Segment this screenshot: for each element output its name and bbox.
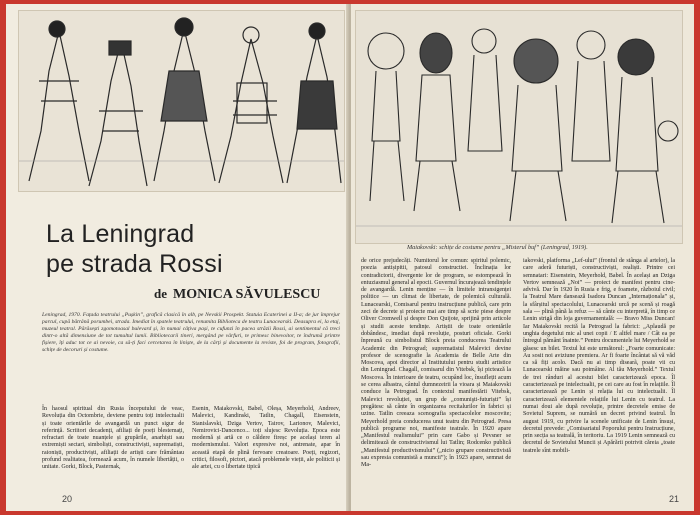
author-name: MONICA SĂVULESCU (173, 287, 321, 302)
right-page-column-2: iakovski, platforma „Lef-ului” (frontul de stânga al artelor), la care aderă futuriști, constructiviști, realiști. Printre cei semnatari: Eisenstein, Meyerhold, Babel. În același an Dziga Vertov semnează „Noi” — proiect de manifest pentru cine-advivă. Dar în 1920 în Rusia e frig, e foamete, războiul civil; la Teatrul Mare dansează Isadora Duncan „Internaționala” și, la sfârșitul spectacolului, Lunacearski urcă pe scenă și roagă sala — plină până la refuz — să cânte cu interpretă, în timp ce Lenin strigă din loja guvernamentală: — Bravo Miss Duncan! Iar Maiakovski recită la Petrograd la fabrici: „Aplaudă pe unghia degetului mic al unei copii / E altfel mare / Cât ea pe întregul pământ înainte.” Pentru documentele lui Meyerhold se găsesc un bilet. Textul lui este următorul: „Foarte comunicate: Au sosit noi aviziune premiera. Ar fi foarte încântat să vă văd ca să fiți acolo. Dacă nu ai timp disearã, poate vii cu Lunacearski măine sau poimâine. Al tău Meyerhold.” Textul de trei rânduri al acestui bilet caracterizează epoca. Îl caracterizează pe intelectualii, pe cei care au fost în relațiile. Îl caracterizează pe Lenin și relația lui cu intelectualii. Îl caracterizează elementele relațiile lui Lenin cu teatrul. La numai doui ale după revoluție, printre decretele emise de Sovietul Suprem, se numără un decret privind teatrul. În august 1919, cu privire la scenele unificate de Lenin însuși, decretul prevede: „Comisariatul Poporului pentru Instrucțiune, prin secția sa teatrală, în teritoriu. La 1919 Lenin semnează cu decretul de Sovietului Muncii și Apărării potrivit căreia „toate teatrele sînt mobili- (523, 258, 675, 454)
left-page (6, 4, 349, 511)
costume-figures-drawing (19, 11, 344, 191)
author-prefix: de (154, 286, 167, 301)
author-line (154, 286, 320, 303)
costume-sketch-illustration-right (355, 10, 683, 244)
illustration-caption: Maiakovski: schițe de costume pentru „Misterul buf” (Leningrad, 1919). (407, 244, 588, 251)
article-title-line-1: La Leningrad (46, 220, 195, 248)
left-page-column-1: În haosul spiritual din Rusia începutului de veac, Revoluția din Octombrie, deviene pentru toți intelectualii și toate orientările de avangardă un punct sigur de referință. Scriitori decadenți, afiliați de poeți blestemați, refractari de toate nuanțele și grupările, anarhiști sau extremiști sectari, simboliști, constructiviști, suprematiști, raioniști, productiviști, afiliații de artiști care frământau profund realitatea, formează acum, în numele libertății, o unitate. Gorki, Block, Pasternak, (42, 406, 184, 471)
mystery-bouffe-costume-sketches (356, 11, 682, 243)
costume-sketch-illustration-left (18, 10, 345, 192)
right-page (351, 4, 694, 511)
page-number-right: 21 (669, 494, 680, 504)
right-page-column-1: de orice prejudecăți. Numitorul lor comun: spiritul polemic, poezia antișipitii, patosul constructiei. Înclinația lor contradictorii, divergente lor de program, se estompează în entuziasmul general al epocii. Guvernul încurajează tendințele de avangardă. Lenin menține — în limitele intransigenței politice — un climat de libertate, de polemică culturală. Lunacearski, Comisarul pentru instrucțiune publică, care prin zeci de decrete și proiecte mai are timp să scrie piese despre Oliver Cromwell și despre Don Quijote, sprijină prin articole și studii aceste tendințe. Artiștii de toate orientările dobândesc, imediat după revoluție, posturi oficiale. Gorki înpreună cu simbolistul Block preia conducerea Teatrului Academic din Petrograd; suprematistul Malevici devine profesor de scenografie la Academia de Belle Arte din Moscova, apoi director al Institutului pentru studii artistice din Leningrad. Chagall, comisarul din Vitebsk, își pictează la Moscova. În interioare de teatru, ocupând loc, însuflețit acum se cerea albastra, cântul dumnezeirii la vioara și Maiakovski conduce la Petrograd. În contextul manifestării Vitebsk, Malevici revoluției, un grup de „comunişti-futuriști” își pregătesc să cânte în organizarea recitalurilor în fabrici și uzine. Tatlin creeaza scenografia spectacolelor moscovite; Meyerhold preia conducerea unui teatru din Petrograd. Presa publică programe noi, manifeste teatrale. În 1920 apare „Manifestul realismului” prin care Gabo și Pevsner se delimitează de constructivismul lui Tatlin; Rodcenko publică „Manifestul productivismului” („nicio grupare constructivistă sau expresia comunistă a muncii”); în 1923 apare, semnat de Ma- (361, 258, 511, 469)
page-number-left: 20 (62, 494, 73, 504)
magazine-spread (6, 4, 694, 511)
left-page-column-2: Esenin, Maiakovski, Babel, Oleșa, Meyerhold, Andreev, Malevici, Kandinski, Tatlin, Chagall, Eisenstein, Stanislavski, Dziga Vertov, Tairov, Larionov, Malevici, Nemirovici-Dancenco... toți slujesc Revoluția. Epoca este modernă și artă ce o căldere fireșc pe același teren al modernismului. Valori expresive noi, antrenate, apar în această etapă de plină fervoare creatoare. Poeți, regizori, critici, filosofi, pictori, atacă problemele vieții, ale politicii și ale artei, cu o libertate tipică (192, 406, 340, 471)
article-title-line-2: pe strada Rossi (46, 250, 223, 278)
intro-paragraph: Leningrad, 1970. Fațada teatrului „Pușkin”, grafică clasică în alb, pe Nevskii Prospekt. Statuia Ecaterinei a II-a; de jur împrejur parcul, cupă bătrână porumbei, strada. Imediat în spatele teatrului, renumita Biblioteca de teatru Lunacearski. Deasupra ei, la etaj, muzeul teatral. Părăsești zgomotoasal bulevard și, în numai câțiva pași, te cufunzi în pacea străzii Rossi, ai sentimentul că treci dintr-o altă dimensiune de tot tumultul lumii. Bibliotecarii tineri, mergând pe vârfuri, te primesc binevoitor, te îndrumă printre fișiere, îți aduc tot ce ai nevoie, ca să-ți faci cercetarea în liniște, de la cărți și documente la reviste, foi de program, fotografii, schițe de decoruri și costume. (42, 312, 340, 353)
